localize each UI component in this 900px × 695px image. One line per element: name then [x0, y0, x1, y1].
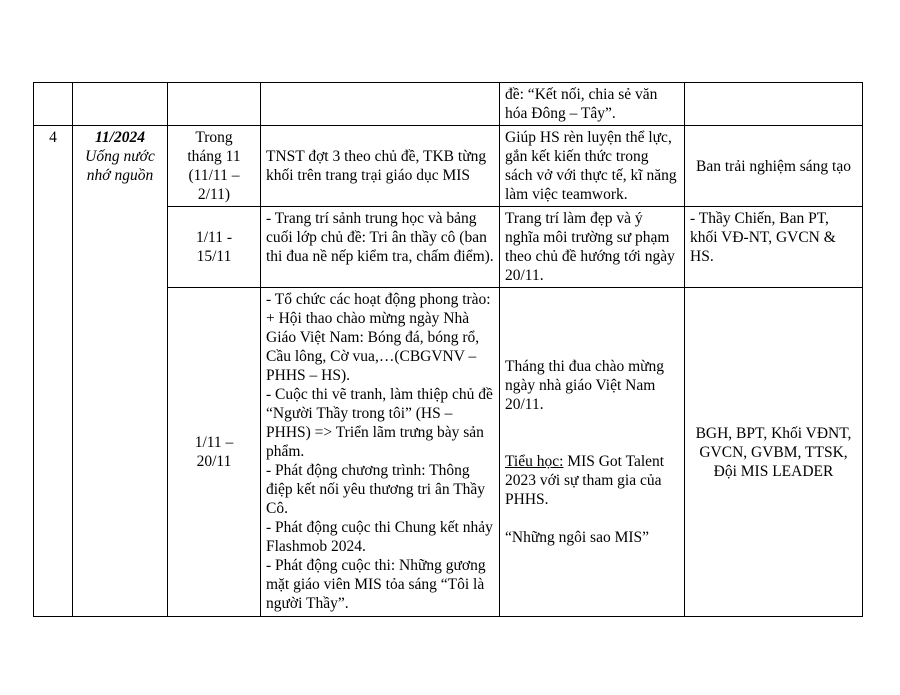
- purpose-paragraph: Tháng thi đua chào mừng ngày nhà giáo Việt Nam 20/11.: [505, 358, 665, 413]
- month-label: 11/2024: [95, 129, 145, 146]
- cell-in-charge: Ban trải nghiệm sáng tạo: [685, 126, 863, 207]
- cell-purpose: [500, 288, 685, 617]
- activity-item: - Phát động cuộc thi Chung kết nhảy Flashmob 2024.: [266, 519, 493, 555]
- time-line: 20/11: [196, 453, 232, 470]
- activity-item: - Phát động cuộc thi: Những gương mặt giáo viên MIS tỏa sáng “Tôi là người Thầy”.: [266, 557, 486, 612]
- cell-purpose: Trang trí làm đẹp và ý nghĩa môi trường sư phạm theo chủ đề hướng tới ngày 20/11.: [500, 207, 685, 288]
- cell-in-charge: BGH, BPT, Khối VĐNT, GVCN, GVBM, TTSK, Đội MIS LEADER: [685, 288, 863, 617]
- cell-activities: [261, 288, 500, 617]
- table-row: [34, 126, 863, 207]
- activity-item: - Tổ chức các hoạt động phong trào:: [266, 291, 491, 308]
- cell-activities: - Trang trí sảnh trung học và bảng cuối lớp chủ đề: Tri ân thầy cô (ban thi đua nề nếp kiểm tra, chấm điểm).: [261, 207, 500, 288]
- purpose-paragraph: “Những ngôi sao MIS”: [505, 529, 650, 546]
- activity-item: - Cuộc thi vẽ tranh, làm thiệp chủ đề “Người Thầy trong tôi” (HS – PHHS) => Triển lãm trưng bày sản phẩm.: [266, 386, 493, 460]
- cell-time: [168, 126, 261, 207]
- time-line: 1/11 –: [194, 434, 234, 451]
- purpose-paragraph: [505, 452, 679, 509]
- purpose-paragraph-rest: MIS Got Talent 2023 với sự tham gia của PHHS.: [505, 453, 665, 508]
- cell-empty: [73, 83, 168, 126]
- time-line: Trong: [195, 129, 233, 146]
- cell-empty: [168, 83, 261, 126]
- cell-month-theme: [73, 126, 168, 617]
- time-line: tháng 11: [187, 148, 241, 165]
- cell-purpose: Giúp HS rèn luyện thể lực, gắn kết kiến thức trong sách vở với thực tế, kĩ năng làm việc teamwork.: [500, 126, 685, 207]
- cell-time: [168, 207, 261, 288]
- cell-purpose-continuation: đề: “Kết nối, chia sẻ văn hóa Đông – Tây”.: [500, 83, 685, 126]
- purpose-underlined-label: Tiểu học:: [505, 453, 564, 470]
- order-number: 4: [49, 129, 57, 146]
- activity-item: - Phát động chương trình: Thông điệp kết nối yêu thương tri ân Thầy Cô.: [266, 462, 486, 517]
- cell-empty: [34, 83, 73, 126]
- cell-empty: [685, 83, 863, 126]
- cell-time: [168, 288, 261, 617]
- activity-plan-table: [33, 82, 863, 617]
- cell-in-charge: - Thầy Chiến, Ban PT, khối VĐ-NT, GVCN & HS.: [685, 207, 863, 288]
- table-row-continuation: [34, 83, 863, 126]
- time-line: 1/11 -: [195, 229, 233, 246]
- cell-order-number: [34, 126, 73, 617]
- cell-empty: [261, 83, 500, 126]
- cell-activities: TNST đợt 3 theo chủ đề, TKB từng khối trên trang trại giáo dục MIS: [261, 126, 500, 207]
- time-line: 15/11: [196, 248, 232, 265]
- theme-label: Uống nước nhớ nguồn: [85, 148, 155, 184]
- time-line: (11/11 –: [188, 167, 240, 184]
- activity-item: + Hội thao chào mừng ngày Nhà Giáo Việt Nam: Bóng đá, bóng rổ, Cầu lông, Cờ vua,…(CBGVNV – PHHS – HS).: [266, 310, 480, 384]
- time-line: 2/11): [197, 186, 231, 203]
